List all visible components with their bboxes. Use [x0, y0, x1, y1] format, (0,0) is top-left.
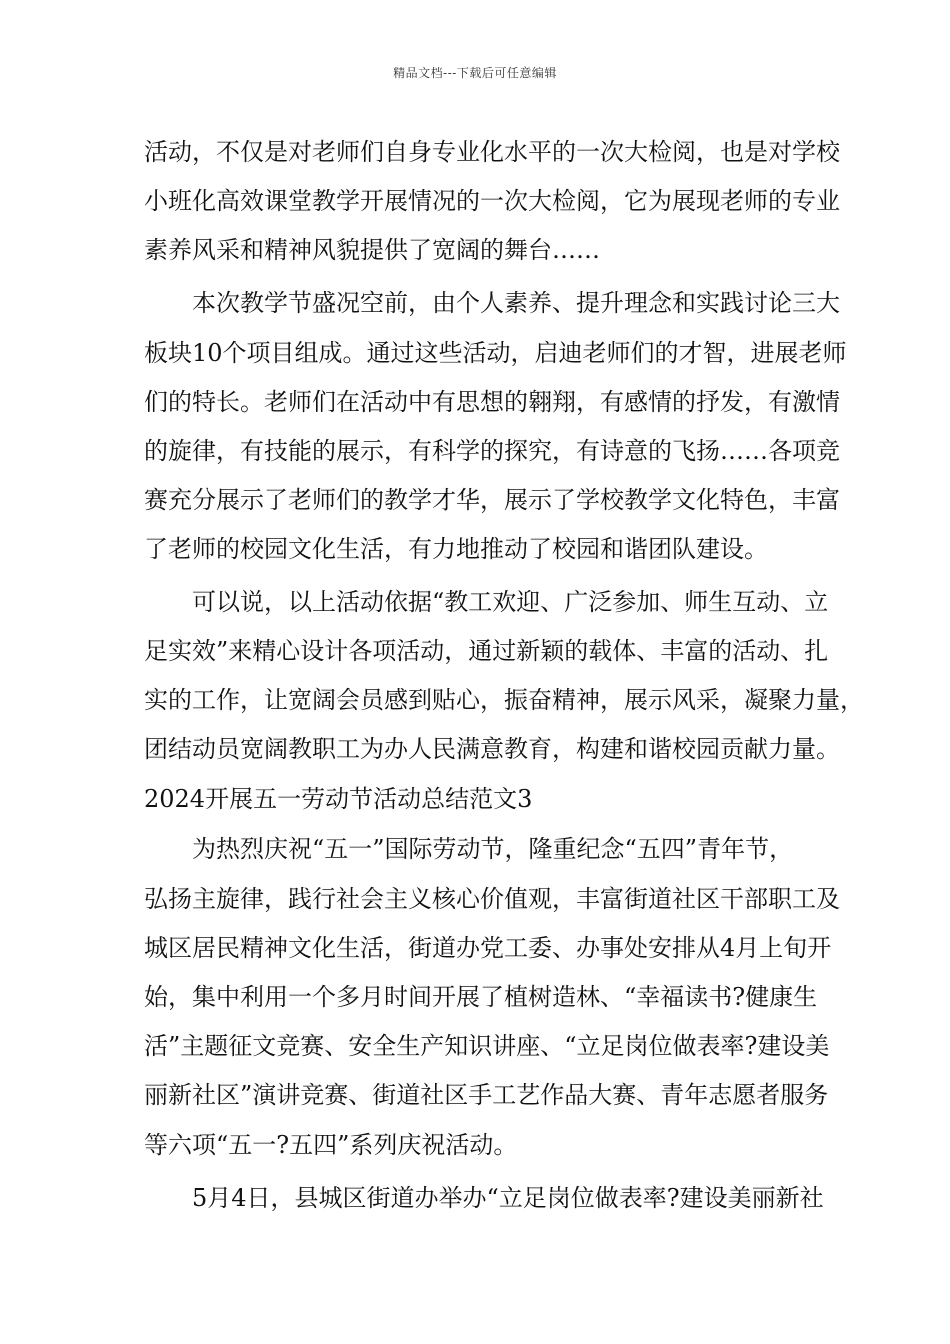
- body-line-2: 小班化高效课堂教学开展情况的一次大检阅，它为展现老师的专业: [144, 187, 840, 215]
- page-header: 精品文档---下载后可任意编辑: [393, 66, 557, 80]
- body-line-12: 实的工作，让宽阔会员感到贴心，振奋精神，展示风采，凝聚力量，: [144, 686, 864, 714]
- body-line-16: 城区居民精神文化生活，街道办党工委、办事处安排从4月上旬开: [144, 934, 832, 962]
- body-line-18: 活”主题征文竞赛、安全生产知识讲座、“立足岗位做表率?建设美: [144, 1032, 830, 1060]
- body-line-5: 板块10个项目组成。通过这些活动，启迪老师们的才智，进展老师: [144, 339, 847, 367]
- body-line-4: 本次教学节盛况空前，由个人素养、提升理念和实践讨论三大: [192, 289, 840, 317]
- body-line-11: 足实效”来精心设计各项活动，通过新颖的载体、丰富的活动、扎: [144, 637, 829, 665]
- body-line-1: 活动，不仅是对老师们自身专业化水平的一次大检阅，也是对学校: [144, 138, 840, 166]
- body-line-20: 等六项“五一?五四”系列庆祝活动。: [144, 1131, 518, 1159]
- body-line-19: 丽新社区”演讲竞赛、街道社区手工艺作品大赛、青年志愿者服务: [144, 1081, 829, 1109]
- body-line-15: 弘扬主旋律，践行社会主义核心价值观，丰富街道社区干部职工及: [144, 885, 840, 913]
- body-line-9: 了老师的校园文化生活，有力地推动了校园和谐团队建设。: [144, 535, 768, 563]
- body-line-3: 素养风采和精神风貌提供了宽阔的舞台……: [144, 236, 600, 264]
- body-line-14: 为热烈庆祝“五一”国际劳动节，隆重纪念“五四”青年节，: [192, 835, 794, 863]
- body-line-17: 始，集中利用一个多月时间开展了植树造林、“幸福读书?健康生: [144, 983, 818, 1011]
- section-heading: 2024开展五一劳动节活动总结范文3: [144, 785, 533, 813]
- body-line-7: 的旋律，有技能的展示，有科学的探究，有诗意的飞扬……各项竞: [144, 437, 840, 465]
- body-line-8: 赛充分展示了老师们的教学才华，展示了学校教学文化特色，丰富: [144, 486, 840, 514]
- body-line-13: 团结动员宽阔教职工为办人民满意教育，构建和谐校园贡献力量。: [144, 735, 840, 763]
- body-line-6: 们的特长。老师们在活动中有思想的翱翔，有感情的抒发，有激情: [144, 388, 840, 416]
- body-line-10: 可以说，以上活动依据“教工欢迎、广泛参加、师生互动、立: [192, 588, 829, 616]
- body-line-21: 5月4日，县城区街道办举办“立足岗位做表率?建设美丽新社: [192, 1184, 824, 1212]
